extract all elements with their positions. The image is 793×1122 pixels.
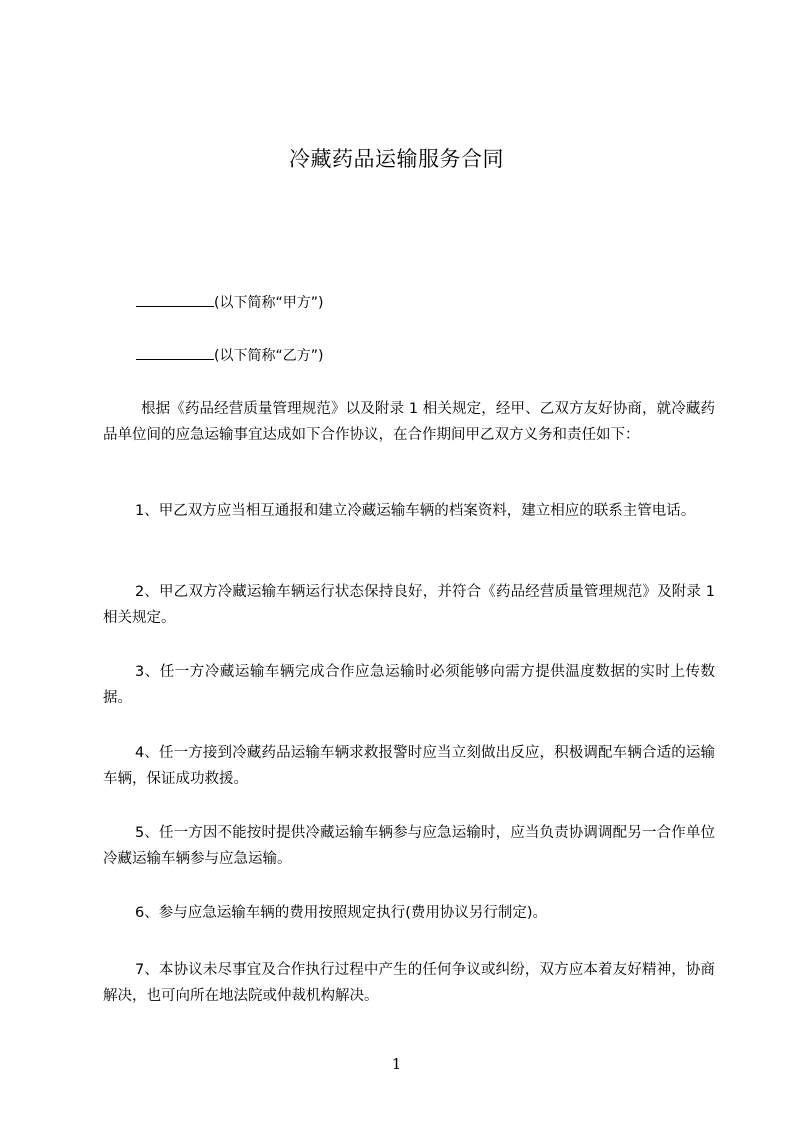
party-a-line [136,292,323,312]
document-title: 冷藏药品运输服务合同 [289,147,504,171]
clause-2: 2、甲乙双方冷藏运输车辆运行状态保持良好，并符合《药品经营质量管理规范》及附录 1 相关规定。 [103,584,715,626]
clause-4: 4、任一方接到冷藏药品运输车辆求救报警时应当立刻做出反应，积极调配车辆合适的运输车辆，保证成功救援。 [103,745,715,787]
party-a-blank [136,294,214,307]
party-b-label: (以下简称“乙方”) [214,348,324,364]
page-number: 1 [391,1055,402,1073]
intro-paragraph: 根据《药品经营质量管理规范》以及附录 1 相关规定，经甲、乙双方友好协商，就冷藏药品单位间的应急运输事宜达成如下合作协议，在合作期间甲乙双方义务和责任如下： [103,401,715,443]
clause-1: 1、甲乙双方应当相互通报和建立冷藏运输车辆的档案资料，建立相应的联系主管电话。 [135,503,696,519]
party-b-line [136,345,323,365]
clause-7: 7、本协议未尽事宜及合作执行过程中产生的任何争议或纠纷，双方应本着友好精神，协商解决，也可向所在地法院或仲裁机构解决。 [103,962,715,1004]
party-a-label: (以下简称“甲方”) [214,295,324,311]
clause-6: 6、参与应急运输车辆的费用按照规定执行(费用协议另行制定)。 [135,905,548,921]
party-b-blank [136,347,214,360]
clause-5: 5、任一方因不能按时提供冷藏运输车辆参与应急运输时，应当负责协调调配另一合作单位冷藏运输车辆参与应急运输。 [103,825,715,867]
clause-3: 3、任一方冷藏运输车辆完成合作应急运输时必须能够向需方提供温度数据的实时上传数据。 [103,664,715,706]
